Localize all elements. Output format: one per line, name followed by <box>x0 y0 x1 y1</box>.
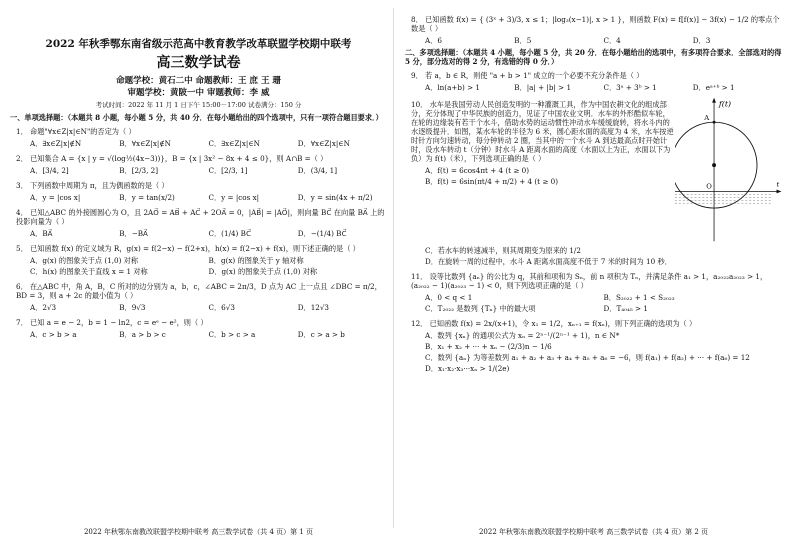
question-text: 6． 在△ABC 中，角 A，B，C 所对的边分别为 a，b，c，∠ABC = 2π/3，D 点为 AC 上一点且 ∠DBC = π/2，BD = 3，则 a + 2c 的最小值为（ ） <box>16 282 382 300</box>
option-c: C．(1/4) BC⃗ <box>208 229 252 238</box>
option-a: A．[3/4, 2] <box>30 166 69 175</box>
question-6 <box>16 282 387 313</box>
option-d: D．eᵃ⁺ᵇ > 1 <box>692 83 735 92</box>
y-axis-arrow <box>712 98 716 103</box>
option-b: B．[2/3, 2] <box>119 166 159 175</box>
question-11 <box>411 272 782 314</box>
question-text: 8． 已知函数 f(x) = { (3ˣ + 3)/3, x ≤ 1；|log₃(x−1)|, x > 1 }，则函数 F(x) = f[f(x)] − 3f(x) − 1/2 的零点个数是（ ） <box>411 15 780 33</box>
option-c: C．[2/3, 1] <box>208 166 248 175</box>
option-d: D．T₄₀₄₅ > 1 <box>603 304 648 313</box>
option-a: A．∃x∈Z|x|∉N <box>30 139 82 148</box>
option-a: A．数列 {xₙ} 的通项公式为 xₙ = 2ⁿ⁻¹/(2ⁿ⁻¹ + 1)，n ∈ N* <box>425 331 620 340</box>
option-a: A．f(t) = 6cos4πt + 4 (t ≥ 0) <box>425 166 530 175</box>
question-text: 10． 水车是我国劳动人民创造发明的一种灌溉工具，作为中国农耕文化的组成部分，充分体现了中华民族的创造力，见证了中国农业文明．水车的外形酷似车轮，在轮的边缘装有若干个水斗，借助水势的运动惯性冲动水车缓缓旋转，将水斗内的水逐级提升．如图，某水车轮的半径为 6 米，圆心距水面的高度为 4 米，水车按逆时针方向匀速转动，每分钟转动 2 圈，当其中的一个水斗 A 到达最高点时开始计时，设水车转动 t（分钟）时水斗 A 距离水面的高度（水面以上为正，水面以下为负）为 f(t)（米），下列选项正确的是（ ） <box>411 100 674 163</box>
right-column <box>405 10 782 376</box>
option-d: D．c > a > b <box>297 330 345 339</box>
option-b: B．|a| + |b| > 1 <box>514 83 572 92</box>
option-b: B．x₁ + x₂ + ··· + xₙ − (2/3)n − 1/6 <box>425 342 552 351</box>
fig-label-t: t <box>776 180 779 189</box>
option-c: C．3ᵃ + 3ᵇ > 1 <box>603 83 657 92</box>
option-b: B．f(t) = 6sin(πt/4 + π/2) + 4 (t ≥ 0) <box>425 177 559 186</box>
option-d: D．x₁·x₂·x₃···xₙ > 1/(2e) <box>425 364 510 373</box>
option-d: D．(3/4, 1] <box>297 166 338 175</box>
question-1 <box>16 127 387 149</box>
option-c: C．6√3 <box>208 303 235 312</box>
question-text: 12． 已知函数 f(x) = 2x/(x+1)，令 x₁ = 1/2，xₙ₊₁ = f(xₙ)，则下列正确的选项为（ ） <box>411 319 697 328</box>
option-b: B．y = tan(x/2) <box>119 193 175 202</box>
section-single-choice: 一、单项选择题：（本题共 8 小题，每小题 5 分，共 40 分．在每小题给出的四个选项中，只有一项符合题目要求．） <box>10 113 383 122</box>
fig-label-ft: f(t) <box>718 99 731 109</box>
question-10 <box>411 95 782 267</box>
reviewer-info: 审题学校：黄陂一中 审题教师：李 威 <box>127 88 270 99</box>
left-column <box>10 10 387 342</box>
question-7 <box>16 318 387 340</box>
question-text: 1． 命题"∀x∈Z|x|∈N"的否定为（ ） <box>16 127 136 136</box>
option-c: C．T₂₀₂₂ 是数列 {Tₙ} 中的最大项 <box>425 304 536 313</box>
setter-info: 命题学校：黄石二中 命题教师：王 庶 王 珊 <box>116 75 281 86</box>
exam-time: 考试时间：2022 年 11 月 1 日下午 15:00－17:00 试卷满分：150 分 <box>95 100 302 109</box>
exam-title-line1: 2022 年秋季鄂东南省级示范高中教育教学改革联盟学校期中联考 <box>45 38 352 50</box>
option-c: C．若水车的转速减半，则其周期变为原来的 1/2 <box>425 246 581 255</box>
question-5 <box>16 244 387 277</box>
option-d: D．∀x∈Z|x|∈N <box>297 139 350 148</box>
option-c: C．h(x) 的图象关于直线 x = 1 对称 <box>30 267 148 276</box>
fig-label-o: O <box>705 182 712 191</box>
question-2 <box>16 154 387 176</box>
question-8 <box>411 15 782 46</box>
option-a: A．6 <box>425 36 442 45</box>
option-a: A．ln(a+b) > 1 <box>425 83 480 92</box>
option-a: A．c > b > a <box>30 330 77 339</box>
question-3 <box>16 181 387 203</box>
option-c: C．4 <box>603 36 621 45</box>
option-d: D．g(x) 的图象关于点 (1,0) 对称 <box>208 267 318 276</box>
option-c: C．∃x∈Z|x|∈N <box>208 139 260 148</box>
option-c: C．y = |cos x| <box>208 193 260 202</box>
option-c: C．b > c > a <box>208 330 256 339</box>
exam-title-line2: 高三数学试卷 <box>156 55 241 72</box>
option-b: B．S₂₀₂₂ + 1 < S₂₀₂₃ <box>603 293 675 302</box>
option-a: A．2√3 <box>30 303 57 312</box>
question-text: 4． 已知△ABC 的外接圆圆心为 O，且 2AO⃗ = AB⃗ + AC⃗ + 2OA⃗ = 0，|AB⃗| = |AO⃗|，则向量 BC⃗ 在向量 BA⃗ 上的投影向量为（ ） <box>16 208 385 226</box>
option-a: A．0 < q < 1 <box>425 293 473 302</box>
option-b: B．a > b > c <box>119 330 166 339</box>
page-footer-1: 2022 年秋鄂东南教改联盟学校期中联考 高三数学试卷（共 4 页）第 1 页 <box>83 528 314 536</box>
option-d: D．3 <box>692 36 711 45</box>
option-a: A．g(x) 的图象关于点 (1,0) 对称 <box>30 256 139 265</box>
option-d: D．12√3 <box>297 303 329 312</box>
t-axis-arrow <box>776 190 781 194</box>
option-c: C．数列 {aₙ} 为等差数列 a₁ + a₂ + a₃ + a₄ + a₅ + a₆ = −6，则 f(a₁) + f(a₂) + ··· + f(a₆) = 12 <box>425 353 750 362</box>
option-d: D．在旋转一周的过程中，水斗 A 距离水面高度不低于 7 米的时间为 10 秒． <box>425 257 672 266</box>
option-d: D．y = sin(4x + π/2) <box>297 193 373 202</box>
question-text: 5． 已知函数 f(x) 的定义域为 R，g(x) = f(2−x) − f(2+x)，h(x) = f(2−x) + f(x)，则下述正确的是（ ） <box>16 244 360 253</box>
question-text: 11． 设等比数列 {aₙ} 的公比为 q，其前和项和为 Sₙ，前 n 项积为 Tₙ，并满足条件 a₁ > 1，a₂₀₂₂a₂₀₂₃ > 1，(a₂₀₂₂ − 1)(a₂₀₂₃ − 1) < 0，则下列选项正确的是（ ） <box>411 272 768 290</box>
column-divider <box>393 8 394 528</box>
bucket-a-point <box>712 121 715 124</box>
question-text: 7． 已知 a = e − 2，b = 1 − ln2，c = eᵉ − e²，则（ ） <box>16 318 208 327</box>
question-12 <box>411 319 782 374</box>
option-b: B．5 <box>514 36 532 45</box>
question-text: 9． 若 a，b ∈ R，则使 "a + b > 1" 成立的一个必要不充分条件是（ ） <box>411 71 644 80</box>
question-text: 2． 已知集合 A = {x | y = √(log½(4x−3))}，B = {x | 3x² − 8x + 4 ≤ 0}，则 A∩B =（ ） <box>16 154 328 163</box>
question-9 <box>411 71 782 93</box>
option-a: A．BA⃗ <box>30 229 53 238</box>
section-multiple-choice: 二、多项选择题：（本题共 4 小题，每小题 5 分，共 20 分．在每小题给出的选项中，有多项符合要求．全部选对的得 5 分，部分选对的得 2 分，有选错的得 0 分．） <box>405 48 782 66</box>
option-a: A．y = |cos x| <box>30 193 81 202</box>
option-b: B．9√3 <box>119 303 146 312</box>
fig-label-a: A <box>703 114 709 123</box>
option-d: D．−(1/4) BC⃗ <box>297 229 347 238</box>
question-text: 3． 下列函数中周期为 π，且为偶函数的是（ ） <box>16 181 169 190</box>
option-b: B．g(x) 的图象关于 y 轴对称 <box>208 256 304 265</box>
waterwheel-figure <box>675 95 782 245</box>
option-b: B．∀x∈Z|x|∉N <box>119 139 171 148</box>
option-b: B．−BA⃗ <box>119 229 148 238</box>
question-4 <box>16 208 387 239</box>
page-footer-2: 2022 年秋鄂东南教改联盟学校期中联考 高三数学试卷（共 4 页）第 2 页 <box>478 528 709 536</box>
wheel-center <box>712 163 716 167</box>
